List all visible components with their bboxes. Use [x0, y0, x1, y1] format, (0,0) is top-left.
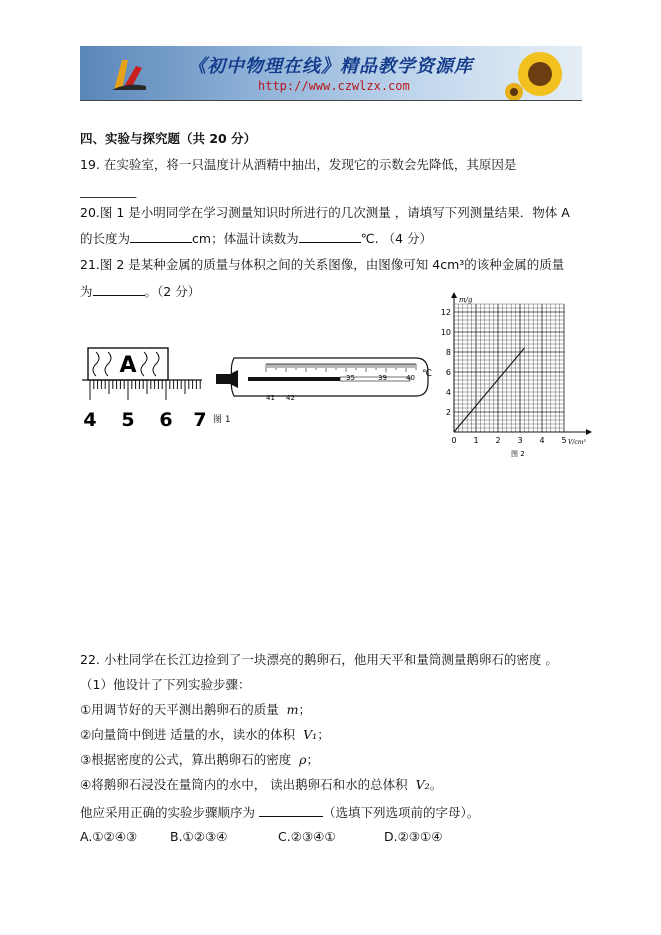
question-21-line1: 21.图 2 是某种金属的质量与体积之间的关系图像，由图像可知 4cm³的该种金属的质量 — [80, 257, 565, 272]
question-21-line2 — [80, 283, 200, 300]
step-4-symbol: V₂ — [415, 777, 430, 792]
q20-text-a: 的长度为 — [80, 231, 131, 246]
x-tick-label: 5 — [561, 436, 567, 445]
q21-blank — [93, 283, 145, 296]
order-text-a: 他应采用正确的实验步骤顺序为 — [80, 805, 256, 820]
sunflower-icon — [500, 48, 580, 100]
figure1-ruler — [82, 340, 207, 432]
thermo-scale-label: 42 — [286, 394, 295, 402]
step-3-text: ③根据密度的公式，算出鹅卵石的密度 — [80, 752, 292, 767]
ruler-number: 4 — [83, 409, 97, 431]
option-b: B.①②③④ — [170, 829, 228, 844]
step-2-symbol: V₁ — [303, 727, 318, 742]
thermometer-bulb — [216, 374, 230, 384]
thermo-scale-label: 40 — [406, 374, 415, 382]
y-tick-label: 8 — [445, 348, 451, 357]
q20-text-b: cm；体温计读数为 — [192, 231, 299, 246]
order-text-b: （选填下列选项前的字母）。 — [323, 805, 480, 820]
option-d: D.②③①④ — [384, 829, 443, 844]
y-tick-label: 4 — [445, 388, 451, 397]
step-1-symbol: m — [286, 702, 299, 717]
x-tick-label: 0 — [451, 436, 457, 445]
option-c: C.②③④① — [278, 829, 336, 844]
question-22-intro: 22. 小杜同学在长江边捡到了一块漂亮的鹅卵石，他用天平和量筒测量鹅卵石的密度 。 — [80, 652, 558, 667]
banner-url: http://www.czwlzx.com — [258, 79, 410, 93]
order-blank — [259, 804, 323, 817]
object-a-label: A — [119, 353, 137, 378]
y-tick-label: 2 — [445, 408, 451, 417]
step-2-text: ②向量筒中倒进 适量的水，读水的体积 — [80, 727, 296, 742]
x-tick-label: 4 — [539, 436, 545, 445]
x-axis-label: V/cm³ — [568, 439, 586, 446]
q21-text-b: 。（2 分） — [144, 284, 201, 299]
thermo-scale-label: 35 — [346, 374, 355, 382]
question-22-sub1: （1）他设计了下列实验步骤： — [80, 677, 251, 692]
step-3: ③根据密度的公式，算出鹅卵石的密度 ρ； — [80, 752, 320, 767]
y-tick-label: 6 — [445, 368, 451, 377]
step-4-text: ④将鹅卵石浸没在量筒内的水中， 读出鹅卵石和水的总体积 — [80, 777, 408, 792]
question-19-blank: _________ — [80, 183, 137, 198]
step-1: ①用调节好的天平测出鹅卵石的质量 m； — [80, 702, 312, 717]
step-1-text: ①用调节好的天平测出鹅卵石的质量 — [80, 702, 279, 717]
header-divider — [80, 100, 582, 101]
section-heading: 四、实验与探究题（共 20 分） — [80, 131, 257, 146]
ruler-number: 5 — [121, 409, 135, 431]
order-question — [80, 804, 479, 821]
step-2: ②向量筒中倒进 适量的水，读水的体积 V₁； — [80, 727, 330, 742]
figure2-caption: 图 2 — [511, 450, 525, 458]
q21-text-a: 为 — [80, 284, 93, 299]
question-19: 19. 在实验室，将一只温度计从酒精中抽出，发现它的示数会先降低，其原因是 — [80, 157, 517, 172]
y-tick-label: 10 — [440, 328, 451, 337]
thermo-scale-label: 41 — [266, 394, 275, 402]
thermo-unit: ℃ — [422, 369, 433, 379]
figure1-thermometer — [210, 352, 434, 408]
step-4: ④将鹅卵石浸没在量筒内的水中， 读出鹅卵石和水的总体积 V₂。 — [80, 777, 443, 792]
y-axis-label: m/g — [459, 296, 473, 304]
y-tick-label: 12 — [440, 308, 451, 317]
x-tick-label: 3 — [517, 436, 523, 445]
thermo-scale-label: 39 — [378, 374, 387, 382]
ruler-number: 7 — [193, 409, 207, 431]
logo-icon — [108, 52, 148, 94]
thermometer-column — [248, 377, 340, 381]
banner-title: 《初中物理在线》精品教学资源库 — [188, 56, 473, 77]
ruler-number: 6 — [159, 409, 173, 431]
q20-blank-temp — [299, 230, 361, 243]
question-20-line1: 20.图 1 是小明同学在学习测量知识时所进行的几次测量 ，请填写下列测量结果．物体 A — [80, 205, 570, 220]
figure2-chart — [434, 290, 602, 462]
q20-text-c: ℃. （4 分） — [360, 231, 432, 246]
option-a: A.①②④③ — [80, 829, 138, 844]
q20-blank-length — [130, 230, 192, 243]
x-tick-label: 2 — [495, 436, 501, 445]
x-tick-label: 1 — [473, 436, 479, 445]
header-banner — [80, 46, 582, 100]
figure1-caption: 图 1 — [213, 415, 231, 425]
step-3-symbol: ρ — [299, 752, 307, 767]
question-20-line2 — [80, 230, 432, 247]
